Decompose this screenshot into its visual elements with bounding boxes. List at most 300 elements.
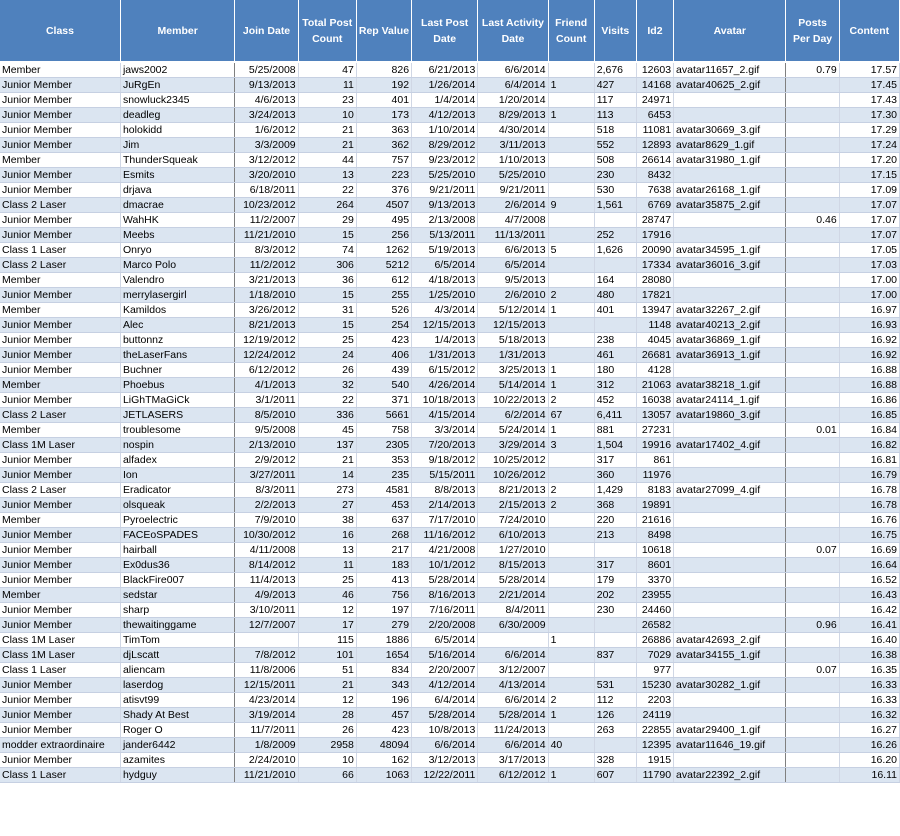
cell-fc[interactable]: [548, 228, 594, 243]
cell-content[interactable]: 16.42: [839, 603, 899, 618]
cell-join[interactable]: 3/12/2012: [235, 153, 298, 168]
cell-avatar[interactable]: [674, 273, 786, 288]
cell-id2[interactable]: 8432: [636, 168, 673, 183]
cell-visits[interactable]: [594, 738, 636, 753]
cell-lpd[interactable]: 4/12/2014: [412, 678, 478, 693]
cell-fc[interactable]: 1: [548, 363, 594, 378]
cell-content[interactable]: 16.64: [839, 558, 899, 573]
table-row[interactable]: [0, 273, 900, 288]
cell-avatar[interactable]: avatar40213_2.gif: [674, 318, 786, 333]
cell-lpd[interactable]: 1/4/2013: [412, 333, 478, 348]
cell-avatar[interactable]: avatar11646_19.gif: [674, 738, 786, 753]
cell-member[interactable]: azamites: [120, 753, 234, 768]
header-join-date[interactable]: Join Date: [235, 0, 298, 61]
cell-tpc[interactable]: 137: [298, 438, 356, 453]
cell-id2[interactable]: 13057: [636, 408, 673, 423]
cell-member[interactable]: Jim: [120, 138, 234, 153]
cell-tpc[interactable]: 51: [298, 663, 356, 678]
cell-member[interactable]: Kamildos: [120, 303, 234, 318]
cell-rep[interactable]: 4581: [356, 483, 411, 498]
cell-member[interactable]: Valendro: [120, 273, 234, 288]
cell-lpd[interactable]: 4/12/2013: [412, 108, 478, 123]
cell-id2[interactable]: 19891: [636, 498, 673, 513]
cell-member[interactable]: LiGhTMaGiCk: [120, 393, 234, 408]
cell-member[interactable]: TimTom: [120, 633, 234, 648]
cell-lad[interactable]: 6/4/2014: [478, 78, 548, 93]
cell-ppd[interactable]: [786, 288, 839, 303]
header-last-post-date[interactable]: Last Post Date: [412, 0, 478, 61]
cell-lpd[interactable]: 3/3/2014: [412, 423, 478, 438]
cell-id2[interactable]: 12893: [636, 138, 673, 153]
cell-tpc[interactable]: 101: [298, 648, 356, 663]
table-row[interactable]: [0, 438, 900, 453]
cell-avatar[interactable]: avatar35875_2.gif: [674, 198, 786, 213]
cell-visits[interactable]: 368: [594, 498, 636, 513]
cell-fc[interactable]: [548, 213, 594, 228]
cell-lad[interactable]: 6/5/2014: [478, 258, 548, 273]
cell-member[interactable]: WahHK: [120, 213, 234, 228]
cell-rep[interactable]: 757: [356, 153, 411, 168]
cell-id2[interactable]: 26681: [636, 348, 673, 363]
cell-content[interactable]: 16.85: [839, 408, 899, 423]
cell-avatar[interactable]: [674, 603, 786, 618]
cell-lpd[interactable]: 7/17/2010: [412, 513, 478, 528]
cell-member[interactable]: Onryo: [120, 243, 234, 258]
cell-lad[interactable]: 11/13/2011: [478, 228, 548, 243]
cell-avatar[interactable]: [674, 708, 786, 723]
cell-visits[interactable]: 530: [594, 183, 636, 198]
table-row[interactable]: [0, 408, 900, 423]
cell-lpd[interactable]: 9/13/2013: [412, 198, 478, 213]
cell-lpd[interactable]: 1/4/2014: [412, 93, 478, 108]
header-id2[interactable]: Id2: [636, 0, 673, 61]
cell-avatar[interactable]: [674, 513, 786, 528]
cell-rep[interactable]: 183: [356, 558, 411, 573]
header-total-post-count[interactable]: Total Post Count: [298, 0, 356, 61]
cell-ppd[interactable]: 0.07: [786, 663, 839, 678]
cell-lad[interactable]: 10/26/2012: [478, 468, 548, 483]
cell-class[interactable]: Junior Member: [0, 498, 120, 513]
cell-fc[interactable]: [548, 723, 594, 738]
cell-tpc[interactable]: 44: [298, 153, 356, 168]
cell-class[interactable]: Junior Member: [0, 453, 120, 468]
cell-rep[interactable]: 363: [356, 123, 411, 138]
cell-ppd[interactable]: [786, 258, 839, 273]
cell-content[interactable]: 17.15: [839, 168, 899, 183]
cell-lad[interactable]: 2/15/2013: [478, 498, 548, 513]
cell-tpc[interactable]: 21: [298, 123, 356, 138]
cell-member[interactable]: Pyroelectric: [120, 513, 234, 528]
table-row[interactable]: [0, 618, 900, 633]
cell-rep[interactable]: 256: [356, 228, 411, 243]
cell-content[interactable]: 16.40: [839, 633, 899, 648]
cell-member[interactable]: Esmits: [120, 168, 234, 183]
cell-avatar[interactable]: avatar34155_1.gif: [674, 648, 786, 663]
cell-class[interactable]: Member: [0, 588, 120, 603]
cell-rep[interactable]: 376: [356, 183, 411, 198]
table-row[interactable]: [0, 723, 900, 738]
cell-member[interactable]: JETLASERS: [120, 408, 234, 423]
cell-visits[interactable]: 1,561: [594, 198, 636, 213]
cell-id2[interactable]: 16038: [636, 393, 673, 408]
cell-fc[interactable]: [548, 168, 594, 183]
cell-class[interactable]: Junior Member: [0, 108, 120, 123]
cell-rep[interactable]: 5661: [356, 408, 411, 423]
cell-lpd[interactable]: 4/18/2013: [412, 273, 478, 288]
cell-rep[interactable]: 48094: [356, 738, 411, 753]
cell-avatar[interactable]: avatar22392_2.gif: [674, 768, 786, 783]
cell-lpd[interactable]: 2/13/2008: [412, 213, 478, 228]
table-row[interactable]: [0, 573, 900, 588]
cell-ppd[interactable]: [786, 183, 839, 198]
cell-lad[interactable]: 2/6/2014: [478, 198, 548, 213]
cell-fc[interactable]: 2: [548, 393, 594, 408]
cell-lad[interactable]: 4/7/2008: [478, 213, 548, 228]
cell-join[interactable]: 12/24/2012: [235, 348, 298, 363]
cell-tpc[interactable]: 11: [298, 78, 356, 93]
table-row[interactable]: [0, 228, 900, 243]
cell-visits[interactable]: [594, 663, 636, 678]
cell-class[interactable]: Class 2 Laser: [0, 408, 120, 423]
cell-lpd[interactable]: 4/21/2008: [412, 543, 478, 558]
cell-lad[interactable]: 6/10/2013: [478, 528, 548, 543]
cell-join[interactable]: 11/7/2011: [235, 723, 298, 738]
cell-member[interactable]: Ion: [120, 468, 234, 483]
cell-avatar[interactable]: avatar11657_2.gif: [674, 63, 786, 78]
cell-ppd[interactable]: [786, 363, 839, 378]
cell-tpc[interactable]: 38: [298, 513, 356, 528]
cell-visits[interactable]: 312: [594, 378, 636, 393]
cell-rep[interactable]: 217: [356, 543, 411, 558]
cell-class[interactable]: Junior Member: [0, 708, 120, 723]
cell-class[interactable]: Junior Member: [0, 393, 120, 408]
cell-visits[interactable]: 238: [594, 333, 636, 348]
cell-join[interactable]: 3/26/2012: [235, 303, 298, 318]
cell-lpd[interactable]: 6/6/2014: [412, 738, 478, 753]
cell-ppd[interactable]: [786, 603, 839, 618]
cell-member[interactable]: buttonnz: [120, 333, 234, 348]
cell-member[interactable]: nospin: [120, 438, 234, 453]
cell-id2[interactable]: 22855: [636, 723, 673, 738]
cell-member[interactable]: djLscatt: [120, 648, 234, 663]
cell-class[interactable]: Junior Member: [0, 318, 120, 333]
cell-fc[interactable]: [548, 153, 594, 168]
cell-rep[interactable]: 1262: [356, 243, 411, 258]
cell-lad[interactable]: 5/12/2014: [478, 303, 548, 318]
cell-fc[interactable]: 1: [548, 108, 594, 123]
cell-avatar[interactable]: [674, 558, 786, 573]
cell-lpd[interactable]: 1/25/2010: [412, 288, 478, 303]
cell-class[interactable]: Junior Member: [0, 693, 120, 708]
cell-rep[interactable]: 1886: [356, 633, 411, 648]
cell-content[interactable]: 17.43: [839, 93, 899, 108]
cell-class[interactable]: Junior Member: [0, 543, 120, 558]
cell-ppd[interactable]: [786, 78, 839, 93]
cell-rep[interactable]: 254: [356, 318, 411, 333]
cell-lpd[interactable]: 2/20/2008: [412, 618, 478, 633]
cell-avatar[interactable]: [674, 453, 786, 468]
cell-avatar[interactable]: avatar29400_1.gif: [674, 723, 786, 738]
cell-id2[interactable]: 1915: [636, 753, 673, 768]
cell-ppd[interactable]: [786, 318, 839, 333]
cell-avatar[interactable]: avatar38218_1.gif: [674, 378, 786, 393]
cell-lpd[interactable]: 2/14/2013: [412, 498, 478, 513]
cell-member[interactable]: laserdog: [120, 678, 234, 693]
cell-join[interactable]: 3/20/2010: [235, 168, 298, 183]
cell-fc[interactable]: [548, 753, 594, 768]
cell-lad[interactable]: 1/10/2013: [478, 153, 548, 168]
cell-class[interactable]: Class 2 Laser: [0, 258, 120, 273]
table-row[interactable]: [0, 543, 900, 558]
cell-ppd[interactable]: [786, 378, 839, 393]
cell-rep[interactable]: 526: [356, 303, 411, 318]
cell-member[interactable]: snowluck2345: [120, 93, 234, 108]
cell-member[interactable]: FACEoSPADES: [120, 528, 234, 543]
table-row[interactable]: [0, 258, 900, 273]
cell-lpd[interactable]: 11/16/2012: [412, 528, 478, 543]
cell-visits[interactable]: 837: [594, 648, 636, 663]
cell-tpc[interactable]: 23: [298, 93, 356, 108]
table-row[interactable]: [0, 483, 900, 498]
cell-rep[interactable]: 457: [356, 708, 411, 723]
cell-class[interactable]: Junior Member: [0, 753, 120, 768]
cell-lpd[interactable]: 9/18/2012: [412, 453, 478, 468]
cell-ppd[interactable]: [786, 558, 839, 573]
cell-avatar[interactable]: [674, 543, 786, 558]
cell-member[interactable]: Meebs: [120, 228, 234, 243]
cell-lad[interactable]: 1/27/2010: [478, 543, 548, 558]
cell-avatar[interactable]: avatar40625_2.gif: [674, 78, 786, 93]
cell-ppd[interactable]: [786, 513, 839, 528]
cell-content[interactable]: 16.92: [839, 333, 899, 348]
table-row[interactable]: [0, 318, 900, 333]
cell-avatar[interactable]: avatar36016_3.gif: [674, 258, 786, 273]
cell-tpc[interactable]: 115: [298, 633, 356, 648]
cell-fc[interactable]: [548, 63, 594, 78]
cell-ppd[interactable]: 0.46: [786, 213, 839, 228]
cell-lad[interactable]: 5/25/2010: [478, 168, 548, 183]
cell-id2[interactable]: 861: [636, 453, 673, 468]
cell-rep[interactable]: 1654: [356, 648, 411, 663]
cell-join[interactable]: 11/21/2010: [235, 768, 298, 783]
cell-fc[interactable]: 1: [548, 378, 594, 393]
cell-join[interactable]: 12/15/2011: [235, 678, 298, 693]
cell-visits[interactable]: 252: [594, 228, 636, 243]
cell-ppd[interactable]: [786, 768, 839, 783]
cell-content[interactable]: 17.09: [839, 183, 899, 198]
table-row[interactable]: [0, 183, 900, 198]
cell-content[interactable]: 16.88: [839, 378, 899, 393]
cell-rep[interactable]: 4507: [356, 198, 411, 213]
cell-class[interactable]: Junior Member: [0, 333, 120, 348]
cell-fc[interactable]: [548, 333, 594, 348]
cell-class[interactable]: Class 1M Laser: [0, 438, 120, 453]
cell-rep[interactable]: 637: [356, 513, 411, 528]
cell-lad[interactable]: 5/14/2014: [478, 378, 548, 393]
header-rep-value[interactable]: Rep Value: [356, 0, 411, 61]
cell-avatar[interactable]: [674, 588, 786, 603]
cell-lpd[interactable]: 8/29/2012: [412, 138, 478, 153]
cell-tpc[interactable]: 22: [298, 393, 356, 408]
cell-join[interactable]: 3/19/2014: [235, 708, 298, 723]
cell-join[interactable]: 2/13/2010: [235, 438, 298, 453]
cell-tpc[interactable]: 14: [298, 468, 356, 483]
cell-lad[interactable]: 8/21/2013: [478, 483, 548, 498]
cell-fc[interactable]: [548, 318, 594, 333]
cell-ppd[interactable]: [786, 648, 839, 663]
cell-id2[interactable]: 27231: [636, 423, 673, 438]
cell-member[interactable]: Ex0dus36: [120, 558, 234, 573]
cell-lpd[interactable]: 8/8/2013: [412, 483, 478, 498]
cell-lad[interactable]: 6/12/2012: [478, 768, 548, 783]
cell-content[interactable]: 16.84: [839, 423, 899, 438]
cell-tpc[interactable]: 27: [298, 498, 356, 513]
cell-content[interactable]: 16.78: [839, 498, 899, 513]
cell-content[interactable]: 16.35: [839, 663, 899, 678]
cell-ppd[interactable]: [786, 693, 839, 708]
cell-id2[interactable]: 26886: [636, 633, 673, 648]
cell-avatar[interactable]: [674, 618, 786, 633]
cell-avatar[interactable]: avatar26168_1.gif: [674, 183, 786, 198]
cell-ppd[interactable]: 0.07: [786, 543, 839, 558]
cell-rep[interactable]: 362: [356, 138, 411, 153]
cell-avatar[interactable]: [674, 663, 786, 678]
cell-tpc[interactable]: 12: [298, 603, 356, 618]
cell-content[interactable]: 16.33: [839, 693, 899, 708]
cell-lpd[interactable]: 4/15/2014: [412, 408, 478, 423]
cell-visits[interactable]: 317: [594, 558, 636, 573]
cell-avatar[interactable]: [674, 93, 786, 108]
cell-tpc[interactable]: 13: [298, 543, 356, 558]
cell-lpd[interactable]: 10/18/2013: [412, 393, 478, 408]
cell-fc[interactable]: 40: [548, 738, 594, 753]
cell-id2[interactable]: 6769: [636, 198, 673, 213]
cell-lad[interactable]: 10/22/2013: [478, 393, 548, 408]
cell-avatar[interactable]: [674, 693, 786, 708]
cell-class[interactable]: Junior Member: [0, 618, 120, 633]
cell-lad[interactable]: 8/29/2013: [478, 108, 548, 123]
cell-id2[interactable]: 24460: [636, 603, 673, 618]
cell-join[interactable]: 7/8/2012: [235, 648, 298, 663]
cell-tpc[interactable]: 2958: [298, 738, 356, 753]
table-row[interactable]: [0, 423, 900, 438]
cell-member[interactable]: atisvt99: [120, 693, 234, 708]
cell-avatar[interactable]: [674, 468, 786, 483]
cell-content[interactable]: 16.32: [839, 708, 899, 723]
cell-id2[interactable]: 3370: [636, 573, 673, 588]
cell-content[interactable]: 16.20: [839, 753, 899, 768]
cell-lad[interactable]: 4/13/2014: [478, 678, 548, 693]
cell-ppd[interactable]: [786, 138, 839, 153]
cell-visits[interactable]: 202: [594, 588, 636, 603]
cell-avatar[interactable]: [674, 423, 786, 438]
cell-ppd[interactable]: [786, 483, 839, 498]
cell-ppd[interactable]: [786, 273, 839, 288]
cell-visits[interactable]: 213: [594, 528, 636, 543]
cell-rep[interactable]: 343: [356, 678, 411, 693]
cell-visits[interactable]: 1,429: [594, 483, 636, 498]
cell-ppd[interactable]: [786, 153, 839, 168]
cell-tpc[interactable]: 74: [298, 243, 356, 258]
cell-rep[interactable]: 2305: [356, 438, 411, 453]
cell-lpd[interactable]: 5/25/2010: [412, 168, 478, 183]
cell-tpc[interactable]: 47: [298, 63, 356, 78]
cell-class[interactable]: Member: [0, 513, 120, 528]
table-row[interactable]: [0, 243, 900, 258]
cell-id2[interactable]: 8498: [636, 528, 673, 543]
cell-member[interactable]: Alec: [120, 318, 234, 333]
cell-ppd[interactable]: [786, 243, 839, 258]
cell-fc[interactable]: [548, 273, 594, 288]
header-avatar[interactable]: Avatar: [674, 0, 786, 61]
cell-join[interactable]: 3/1/2011: [235, 393, 298, 408]
header-member[interactable]: Member: [120, 0, 234, 61]
cell-join[interactable]: 12/7/2007: [235, 618, 298, 633]
cell-lad[interactable]: 5/24/2014: [478, 423, 548, 438]
cell-id2[interactable]: 2203: [636, 693, 673, 708]
cell-id2[interactable]: 21616: [636, 513, 673, 528]
cell-content[interactable]: 17.24: [839, 138, 899, 153]
cell-id2[interactable]: 13947: [636, 303, 673, 318]
cell-member[interactable]: olsqueak: [120, 498, 234, 513]
header-friend-count[interactable]: Friend Count: [548, 0, 594, 61]
cell-lpd[interactable]: 5/15/2011: [412, 468, 478, 483]
cell-visits[interactable]: 230: [594, 603, 636, 618]
cell-content[interactable]: 16.27: [839, 723, 899, 738]
cell-fc[interactable]: 2: [548, 288, 594, 303]
table-row[interactable]: [0, 708, 900, 723]
cell-id2[interactable]: 1148: [636, 318, 673, 333]
cell-tpc[interactable]: 25: [298, 573, 356, 588]
cell-lad[interactable]: 5/28/2014: [478, 573, 548, 588]
cell-member[interactable]: Eradicator: [120, 483, 234, 498]
table-row[interactable]: [0, 108, 900, 123]
cell-tpc[interactable]: 66: [298, 768, 356, 783]
cell-content[interactable]: 17.07: [839, 198, 899, 213]
cell-join[interactable]: 3/10/2011: [235, 603, 298, 618]
cell-id2[interactable]: 19916: [636, 438, 673, 453]
cell-visits[interactable]: 518: [594, 123, 636, 138]
cell-fc[interactable]: [548, 618, 594, 633]
cell-ppd[interactable]: [786, 228, 839, 243]
cell-tpc[interactable]: 15: [298, 288, 356, 303]
cell-id2[interactable]: 8601: [636, 558, 673, 573]
cell-class[interactable]: Junior Member: [0, 528, 120, 543]
cell-member[interactable]: merrylasergirl: [120, 288, 234, 303]
cell-lad[interactable]: 9/5/2013: [478, 273, 548, 288]
cell-fc[interactable]: 1: [548, 633, 594, 648]
cell-visits[interactable]: 531: [594, 678, 636, 693]
cell-fc[interactable]: [548, 513, 594, 528]
cell-avatar[interactable]: [674, 573, 786, 588]
cell-avatar[interactable]: [674, 363, 786, 378]
cell-visits[interactable]: [594, 633, 636, 648]
cell-tpc[interactable]: 16: [298, 528, 356, 543]
cell-member[interactable]: thewaitinggame: [120, 618, 234, 633]
cell-fc[interactable]: [548, 588, 594, 603]
cell-join[interactable]: 4/23/2014: [235, 693, 298, 708]
cell-visits[interactable]: 607: [594, 768, 636, 783]
cell-visits[interactable]: 117: [594, 93, 636, 108]
cell-lad[interactable]: 10/25/2012: [478, 453, 548, 468]
cell-avatar[interactable]: avatar27099_4.gif: [674, 483, 786, 498]
cell-join[interactable]: 9/13/2013: [235, 78, 298, 93]
cell-visits[interactable]: 263: [594, 723, 636, 738]
cell-content[interactable]: 16.97: [839, 303, 899, 318]
cell-visits[interactable]: [594, 258, 636, 273]
cell-id2[interactable]: 17334: [636, 258, 673, 273]
cell-rep[interactable]: 453: [356, 498, 411, 513]
